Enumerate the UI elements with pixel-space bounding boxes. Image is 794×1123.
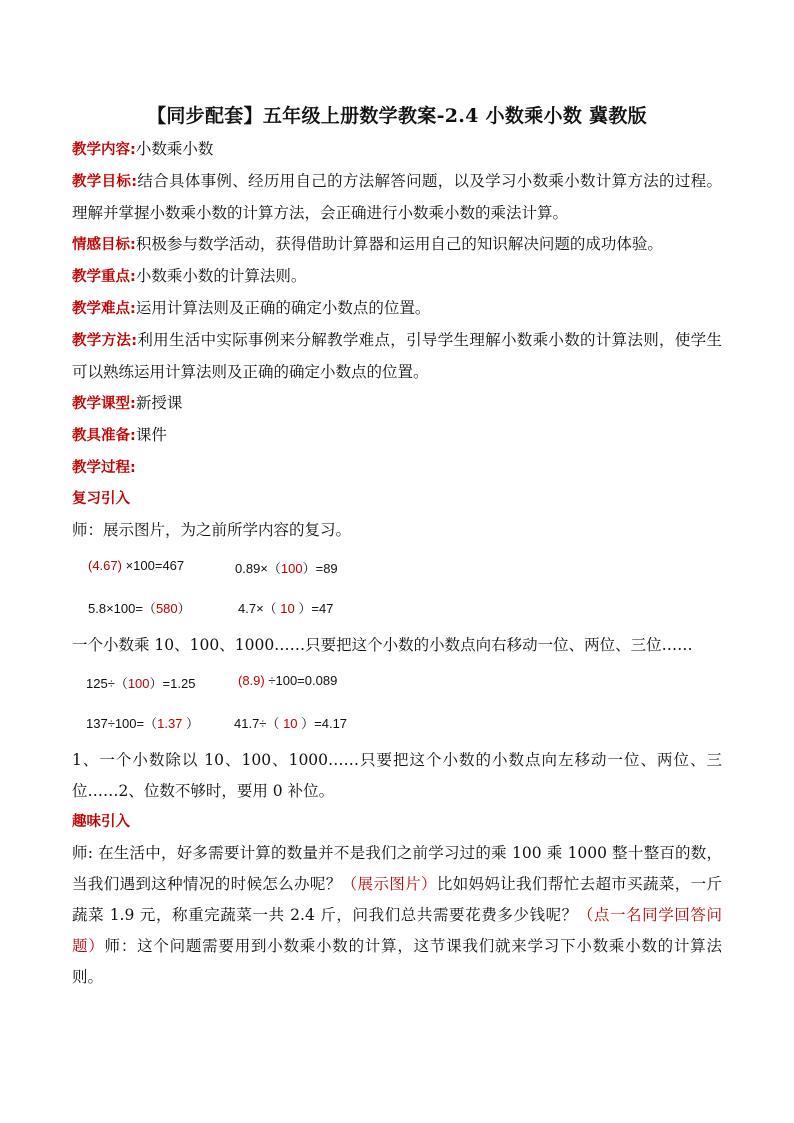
emotion-goal-text: 积极参与数学活动，获得借助计算器和运用自己的知识解决问题的成功体验。 bbox=[135, 235, 663, 253]
lesson-plan-page bbox=[72, 100, 722, 993]
emotion-goal-label: 情感目标: bbox=[72, 237, 136, 253]
difficulty bbox=[72, 293, 722, 325]
equation-1b-answer: 100 bbox=[280, 561, 303, 576]
teaching-goal bbox=[72, 166, 722, 229]
equation-1a-post: ×100=467 bbox=[121, 558, 185, 573]
fun-heading: 趣味引入 bbox=[72, 814, 130, 830]
fun-text-1: 师: 在生活中，好多需要计算的数量并不是我们之前学习过的乘 100 乘 1000 整十整百的数，当我们遇到这种情况的时候怎么办呢？ bbox=[72, 844, 722, 893]
teaching-goal-text: 结合具体事例、经历用自己的方法解答问题，以及学习小数乘小数计算方法的过程。理解并掌握小数乘小数的计算方法，会正确进行小数乘小数的乘法计算。 bbox=[72, 172, 722, 222]
difficulty-label: 教学难点: bbox=[72, 301, 136, 317]
equation-3a-pre: 125÷（ bbox=[86, 676, 128, 691]
equation-1b-post: ）=89 bbox=[302, 561, 338, 576]
equation-1b-pre: 0.89×（ bbox=[235, 561, 281, 576]
equation-4a-post: ） bbox=[182, 716, 200, 731]
equation-row-3 bbox=[72, 661, 722, 701]
key-point-text: 小数乘小数的计算法则。 bbox=[135, 267, 307, 285]
teaching-goal-label: 教学目标: bbox=[72, 174, 138, 190]
equation-3a-answer: 100 bbox=[127, 676, 150, 691]
equation-2a-pre: 5.8×100=（ bbox=[88, 601, 156, 616]
equation-3b-answer: (8.9) bbox=[238, 673, 265, 688]
fun-note-2: （点一名同学回答问题） bbox=[72, 906, 722, 955]
equation-1a-answer: (4.67) bbox=[88, 558, 122, 573]
equation-4a bbox=[86, 713, 199, 732]
equation-4b bbox=[234, 713, 347, 732]
equation-4b-post: ）=4.17 bbox=[297, 716, 348, 731]
difficulty-text: 运用计算法则及正确的确定小数点的位置。 bbox=[135, 299, 431, 317]
teaching-content-text: 小数乘小数 bbox=[135, 140, 214, 158]
equation-2b-pre: 4.7×（ bbox=[238, 601, 281, 616]
teaching-tools-text: 课件 bbox=[135, 426, 167, 444]
equation-4b-answer: 10 bbox=[283, 716, 298, 731]
lesson-type-label: 教学课型: bbox=[72, 396, 136, 412]
equation-1a bbox=[88, 558, 184, 573]
equation-2a-post: ） bbox=[177, 601, 191, 616]
equation-2b-post: ）=47 bbox=[294, 601, 334, 616]
equation-3a-post: ）=1.25 bbox=[149, 676, 196, 691]
equation-3b bbox=[238, 673, 337, 688]
teaching-process-label: 教学过程: bbox=[72, 460, 136, 476]
equation-3b-post: ÷100=0.089 bbox=[264, 673, 338, 688]
emotion-goal bbox=[72, 229, 722, 261]
teaching-tools-label: 教具准备: bbox=[72, 428, 136, 444]
equation-row-1 bbox=[72, 546, 722, 586]
rule-divide: 1、一个小数除以 10、100、1000……只要把这个小数的小数点向左移动一位、两位、三位……2、位数不够时，要用 0 补位。 bbox=[72, 751, 722, 800]
review-intro: 师：展示图片，为之前所学内容的复习。 bbox=[72, 521, 352, 539]
key-point-label: 教学重点: bbox=[72, 269, 136, 285]
fun-note-1: （展示图片） bbox=[341, 875, 437, 893]
lesson-type-text: 新授课 bbox=[135, 394, 183, 412]
teaching-method-text: 利用生活中实际事例来分解教学难点，引导学生理解小数乘小数的计算法则，使学生可以熟练运用计算法则及正确的确定小数点的位置。 bbox=[72, 331, 722, 381]
teaching-tools bbox=[72, 420, 722, 452]
rule-multiply: 一个小数乘 10、100、1000……只要把这个小数的小数点向右移动一位、两位、三位…… bbox=[72, 636, 693, 654]
equation-row-2 bbox=[72, 586, 722, 626]
teaching-content-label: 教学内容: bbox=[72, 142, 136, 158]
document-title: 【同步配套】五年级上册数学教案-2.4 小数乘小数 冀教版 bbox=[147, 105, 647, 127]
equation-row-4 bbox=[72, 701, 722, 741]
equation-1b bbox=[235, 558, 338, 577]
equation-4a-answer: 1.37 bbox=[157, 716, 183, 731]
fun-text-2: 比如妈妈让我们帮忙去超市买蔬菜，一斤蔬菜 1.9 元，称重完蔬菜一共 2.4 斤，问我们总共需要花费多少钱呢？ bbox=[72, 875, 722, 924]
equation-2a bbox=[88, 598, 191, 617]
teaching-method bbox=[72, 325, 722, 388]
equation-3a bbox=[86, 673, 195, 692]
equation-2a-answer: 580 bbox=[155, 601, 178, 616]
equation-4b-pre: 41.7÷（ bbox=[234, 716, 284, 731]
review-heading: 复习引入 bbox=[72, 491, 130, 507]
fun-paragraph bbox=[72, 838, 722, 993]
key-point bbox=[72, 261, 722, 293]
equation-2b bbox=[238, 598, 333, 617]
teaching-content bbox=[72, 134, 722, 166]
equation-2b-answer: 10 bbox=[280, 601, 295, 616]
equation-4a-pre: 137÷100=（ bbox=[86, 716, 158, 731]
teaching-method-label: 教学方法: bbox=[72, 333, 138, 349]
teaching-process bbox=[72, 452, 722, 484]
lesson-type bbox=[72, 388, 722, 420]
fun-text-3: 师：这个问题需要用到小数乘小数的计算，这节课我们就来学习下小数乘小数的计算法则。 bbox=[72, 937, 722, 986]
